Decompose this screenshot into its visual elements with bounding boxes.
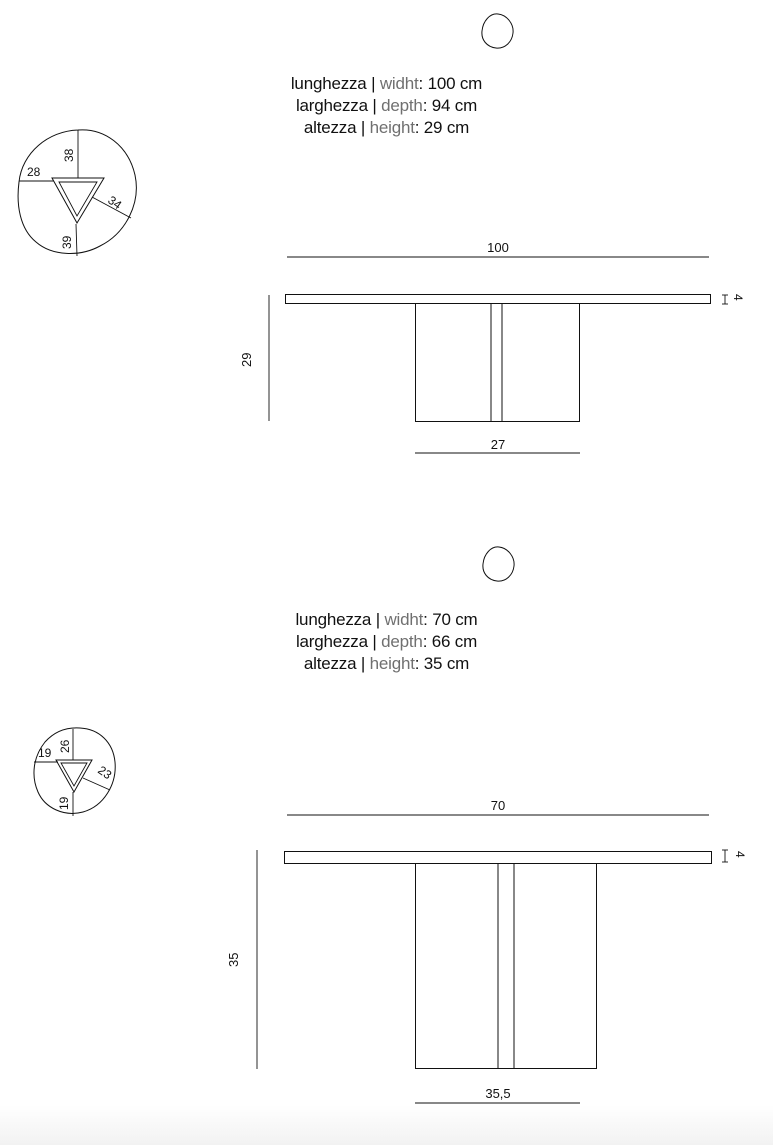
width-dimension-label: 100 — [487, 240, 509, 255]
top-shape-icon — [482, 14, 513, 48]
base-triangle-outer — [52, 178, 104, 223]
plan-dim-1: 38 — [62, 148, 76, 162]
table-base — [416, 864, 597, 1069]
plan-view-1 — [18, 130, 136, 256]
height-dimension-label: 35 — [226, 952, 241, 967]
base-triangle-inner — [61, 763, 87, 786]
plan-outline — [18, 130, 136, 254]
top-thickness-label: 4 — [731, 294, 745, 301]
base-dimension-label: 27 — [490, 437, 506, 452]
width-dimension-label: 70 — [490, 798, 506, 813]
table-top — [286, 295, 711, 304]
elevation-view-2 — [226, 798, 747, 1103]
spec-height: altezza | height: 29 cm — [303, 118, 470, 137]
product-2-specs — [0, 609, 773, 675]
plan-dim-2: 28 — [27, 165, 41, 179]
table-top — [285, 852, 712, 864]
table-base — [416, 304, 580, 422]
spec-length: lunghezza | widht: 70 cm — [295, 610, 478, 629]
height-dimension-label: 29 — [239, 352, 254, 367]
plan-dim-1: 26 — [58, 739, 72, 753]
plan-dim-4: 19 — [57, 796, 71, 810]
plan-dim-3: 34 — [105, 192, 125, 213]
base-triangle-outer — [56, 760, 92, 792]
plan-view-2 — [34, 728, 115, 816]
plan-dim-2: 19 — [38, 746, 52, 760]
spec-length: lunghezza | widht: 100 cm — [290, 74, 483, 93]
bottom-fade — [0, 1105, 773, 1145]
top-thickness-label: 4 — [733, 851, 747, 858]
spec-height: altezza | height: 35 cm — [303, 654, 470, 673]
top-shape-icon — [483, 547, 514, 581]
spec-depth: larghezza | depth: 66 cm — [295, 632, 478, 651]
plan-dim-4: 39 — [60, 235, 74, 249]
product-1-specs — [0, 73, 773, 139]
elevation-view-1 — [239, 240, 745, 453]
base-dimension-label: 35,5 — [485, 1086, 511, 1101]
spec-depth: larghezza | depth: 94 cm — [295, 96, 478, 115]
plan-dim-3: 23 — [95, 762, 115, 783]
